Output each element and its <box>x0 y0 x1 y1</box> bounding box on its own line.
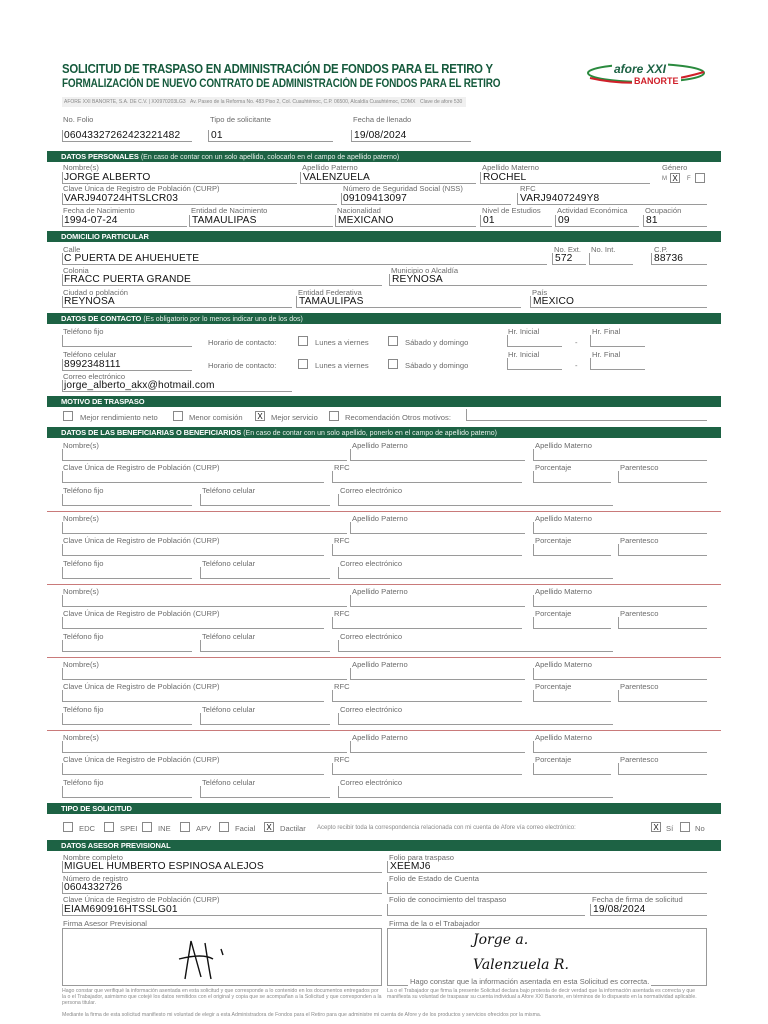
benef-correo-label-1: Correo electrónico <box>340 486 403 495</box>
benef-nombre-field-4[interactable] <box>62 668 347 680</box>
sabado-domingo-label-2: Sábado y domingo <box>405 361 469 370</box>
hr-final-field-1[interactable] <box>590 335 645 347</box>
asesor-curp-label: Clave Única de Registro de Población (CURP) <box>63 895 220 904</box>
benef-telefono-fijo-label-4: Teléfono fijo <box>63 705 104 714</box>
folio-traspaso-field[interactable] <box>387 861 707 873</box>
benef-nombre-label-1: Nombre(s) <box>63 441 99 450</box>
no-ext-value: 572 <box>555 253 573 264</box>
menor-comision-label: Menor comisión <box>189 413 243 422</box>
actividad-value: 09 <box>558 215 570 226</box>
facial-checkbox[interactable] <box>219 822 229 832</box>
sabado-domingo-checkbox-1[interactable] <box>388 336 398 346</box>
edc-label: EDC <box>79 824 96 833</box>
beneficiary-separator <box>47 584 721 585</box>
benef-correo-label-2: Correo electrónico <box>340 559 403 568</box>
mejor-rendimiento-checkbox[interactable] <box>63 411 73 421</box>
benef-apellido-paterno-label-3: Apellido Paterno <box>352 587 408 596</box>
recomendacion-label: Recomendación Otros motivos: <box>345 413 451 422</box>
beneficiary-separator <box>47 511 721 512</box>
hr-dash-2: - <box>575 361 578 370</box>
telefono-celular-label: Teléfono celular <box>63 350 117 359</box>
benef-telefono-celular-label-5: Teléfono celular <box>202 778 256 787</box>
benef-telefono-celular-field-3[interactable] <box>200 640 330 652</box>
spei-checkbox[interactable] <box>104 822 114 832</box>
section-tipo-solicitud: TIPO DE SOLICITUD <box>47 803 721 814</box>
cp-value: 88736 <box>654 253 684 264</box>
hr-inicial-label-1: Hr. Inicial <box>508 327 540 336</box>
benef-rfc-label-3: RFC <box>334 609 350 618</box>
calle-label: Calle <box>63 245 81 254</box>
folio-label: No. Folio <box>63 115 94 124</box>
afore-logo <box>582 56 712 92</box>
genero-label: Género <box>662 163 688 172</box>
benef-rfc-field-5[interactable] <box>332 763 522 775</box>
benef-parentesco-field-4[interactable] <box>618 690 707 702</box>
recomendacion-checkbox[interactable] <box>329 411 339 421</box>
asesor-nombre-label: Nombre completo <box>63 853 123 862</box>
mejor-servicio-label: Mejor servicio <box>271 413 318 422</box>
rfc-value: VARJ9407249Y8 <box>520 193 600 204</box>
calle-value: C PUERTA DE AHUEHUETE <box>64 253 200 264</box>
benef-parentesco-label-1: Parentesco <box>620 463 659 472</box>
benef-curp-label-4: Clave Única de Registro de Población (CURP) <box>63 682 220 691</box>
section-beneficiarios: DATOS DE LAS BENEFICIARIAS O BENEFICIARIOS (En caso de contar con un solo apellido, ponerlo en el campo de apellido paterno) <box>47 427 721 438</box>
genero-f-label: F <box>687 176 691 182</box>
fecha-nacimiento-label: Fecha de Nacimiento <box>63 206 135 215</box>
benef-apellido-paterno-field-2[interactable] <box>350 522 525 534</box>
benef-porcentaje-field-2[interactable] <box>533 544 611 556</box>
benef-telefono-fijo-field-3[interactable] <box>62 640 192 652</box>
fecha-firma-label: Fecha de firma de solicitud <box>592 895 683 904</box>
benef-porcentaje-label-4: Porcentaje <box>535 682 572 691</box>
no-label: No <box>695 824 705 833</box>
benef-curp-label-5: Clave Única de Registro de Población (CURP) <box>63 755 220 764</box>
no-int-label: No. Int. <box>591 245 616 254</box>
colonia-value: FRACC PUERTA GRANDE <box>64 274 192 285</box>
benef-apellido-materno-field-1[interactable] <box>533 449 707 461</box>
firma-asesor-label: Firma Asesor Previsional <box>63 919 147 928</box>
benef-apellido-materno-label-2: Apellido Materno <box>535 514 592 523</box>
benef-telefono-celular-label-2: Teléfono celular <box>202 559 256 568</box>
benef-apellido-paterno-field-4[interactable] <box>350 668 525 680</box>
folio-traspaso-value: XEEMJ6 <box>390 861 431 872</box>
folio-estado-cuenta-label: Folio de Estado de Cuenta <box>389 874 479 883</box>
benef-apellido-materno-label-4: Apellido Materno <box>535 660 592 669</box>
section-asesor: DATOS ASESOR PREVISIONAL <box>47 840 721 851</box>
correo-label: Correo electrónico <box>63 372 126 381</box>
benef-telefono-fijo-label-2: Teléfono fijo <box>63 559 104 568</box>
benef-telefono-fijo-field-2[interactable] <box>62 567 192 579</box>
spei-label: SPEI <box>120 824 138 833</box>
apv-label: APV <box>196 824 212 833</box>
municipio-label: Municipio o Alcaldía <box>391 266 459 275</box>
hr-inicial-field-2[interactable] <box>507 358 562 370</box>
ocupacion-label: Ocupación <box>645 206 682 215</box>
benef-apellido-materno-field-2[interactable] <box>533 522 707 534</box>
benef-apellido-materno-label-5: Apellido Materno <box>535 733 592 742</box>
benef-apellido-paterno-field-3[interactable] <box>350 595 525 607</box>
form-title-line1: SOLICITUD DE TRASPASO EN ADMINISTRACIÓN DE FONDOS PARA EL RETIRO Y <box>62 61 493 76</box>
benef-apellido-materno-field-5[interactable] <box>533 741 707 753</box>
menor-comision-checkbox[interactable] <box>173 411 183 421</box>
benef-porcentaje-field-3[interactable] <box>533 617 611 629</box>
benef-rfc-label-5: RFC <box>334 755 350 764</box>
acepto-correo-label: Acepto recibir toda la correspondencia relacionada con mi cuenta de Afore vía correo electrónico: <box>317 825 576 831</box>
benef-telefono-celular-label-1: Teléfono celular <box>202 486 256 495</box>
municipio-value: REYNOSA <box>392 274 443 285</box>
benef-telefono-celular-label-4: Teléfono celular <box>202 705 256 714</box>
tipo-solicitante-value: 01 <box>211 130 223 141</box>
trabajador-signature-line2: Valenzuela R. <box>473 957 569 973</box>
logo-brand: BANORTE <box>634 76 679 86</box>
benef-telefono-fijo-label-1: Teléfono fijo <box>63 486 104 495</box>
numero-registro-value: 0604332726 <box>64 882 123 893</box>
benef-parentesco-label-3: Parentesco <box>620 609 659 618</box>
tipo-solicitante-label: Tipo de solicitante <box>210 115 271 124</box>
telefono-celular-value: 8992348111 <box>64 359 121 370</box>
section-datos-personales: DATOS PERSONALES (En caso de contar con un solo apellido, colocarlo en el campo de apellido paterno) <box>47 151 721 162</box>
benef-correo-label-5: Correo electrónico <box>340 778 403 787</box>
folio-traspaso-label: Folio para traspaso <box>389 853 455 862</box>
entidad-nacimiento-label: Entidad de Nacimiento <box>191 206 268 215</box>
benef-curp-field-4[interactable] <box>62 690 324 702</box>
mejor-servicio-checkbox[interactable]: X <box>255 411 265 421</box>
apellido-materno-value: ROCHEL <box>483 172 527 183</box>
beneficiary-separator <box>47 730 721 731</box>
benef-correo-field-2[interactable] <box>338 567 613 579</box>
benef-nombre-label-5: Nombre(s) <box>63 733 99 742</box>
benef-porcentaje-label-5: Porcentaje <box>535 755 572 764</box>
benef-nombre-field-3[interactable] <box>62 595 347 607</box>
apv-checkbox[interactable] <box>180 822 190 832</box>
benef-telefono-fijo-field-1[interactable] <box>62 494 192 506</box>
sabado-domingo-label-1: Sábado y domingo <box>405 338 469 347</box>
benef-curp-field-2[interactable] <box>62 544 324 556</box>
benef-telefono-celular-field-4[interactable] <box>200 713 330 725</box>
benef-porcentaje-label-1: Porcentaje <box>535 463 572 472</box>
nivel-estudios-value: 01 <box>483 215 495 226</box>
benef-apellido-paterno-label-1: Apellido Paterno <box>352 441 408 450</box>
nacionalidad-value: MEXICANO <box>338 215 394 226</box>
asesor-nombre-value: MIGUEL HUMBERTO ESPINOSA ALEJOS <box>64 861 264 872</box>
nota-trabajador: La o el Trabajador que firma la presente Solicitud declara bajo protesta de decir verdad que la información asentada es correcta y que manifiesta su voluntad de traspasar su cuenta individual a Afore XXI Banorte, en términos de lo dispuesto en la normatividad aplicable. <box>387 988 697 1001</box>
ciudad-value: REYNOSA <box>64 296 115 307</box>
benef-rfc-label-2: RFC <box>334 536 350 545</box>
lunes-viernes-label-2: Lunes a viernes <box>315 361 369 370</box>
sabado-domingo-checkbox-2[interactable] <box>388 359 398 369</box>
asesor-signature-icon <box>63 929 383 987</box>
logo-text: afore XXI <box>614 62 667 76</box>
fecha-llenado-label: Fecha de llenado <box>353 115 412 124</box>
nota-asesor: Hago constar que verifiqué la información asentada en esta solicitud y que corresponde a lo contenido en los documentos entregados por la o el Trabajador, asimismo que cotejé los datos remitidos con el original y copia que se acompañan a la Solicitud y que corresponden a la persona titular. <box>62 988 382 1007</box>
benef-telefono-celular-field-1[interactable] <box>200 494 330 506</box>
benef-porcentaje-field-4[interactable] <box>533 690 611 702</box>
pais-value: MEXICO <box>533 296 575 307</box>
otros-motivos-field[interactable] <box>466 409 707 421</box>
benef-porcentaje-field-5[interactable] <box>533 763 611 775</box>
rfc-label: RFC <box>520 184 536 193</box>
ine-label: INE <box>158 824 171 833</box>
fecha-nacimiento-value: 1994-07-24 <box>64 215 118 226</box>
nombre-label: Nombre(s) <box>63 163 99 172</box>
benef-curp-field-3[interactable] <box>62 617 324 629</box>
benef-rfc-field-4[interactable] <box>332 690 522 702</box>
benef-apellido-paterno-label-2: Apellido Paterno <box>352 514 408 523</box>
folio-conocimiento-label: Folio de conocimiento del traspaso <box>389 895 507 904</box>
benef-apellido-paterno-field-5[interactable] <box>350 741 525 753</box>
si-label: Sí <box>666 824 674 833</box>
benef-rfc-field-2[interactable] <box>332 544 522 556</box>
benef-parentesco-field-1[interactable] <box>618 471 707 483</box>
section-domicilio: DOMICILIO PARTICULAR <box>47 231 721 242</box>
pais-label: País <box>532 288 548 297</box>
dactilar-checkbox[interactable]: X <box>264 822 274 832</box>
benef-curp-label-3: Clave Única de Registro de Población (CURP) <box>63 609 220 618</box>
genero-m-checkbox[interactable]: X <box>670 173 680 183</box>
benef-nombre-field-1[interactable] <box>62 449 347 461</box>
pie-texto: Mediante la firma de esta solicitud manifiesto mi voluntad de elegir a esta Administradora de Fondos para el Retiro para que administre mi cuenta de Afore y de los productos y servicios ofrecidos por la misma. <box>62 1012 542 1018</box>
benef-correo-label-3: Correo electrónico <box>340 632 403 641</box>
hr-inicial-label-2: Hr. Inicial <box>508 350 540 359</box>
beneficiary-separator <box>47 657 721 658</box>
benef-correo-label-4: Correo electrónico <box>340 705 403 714</box>
benef-apellido-materno-field-4[interactable] <box>533 668 707 680</box>
curp-value: VARJ940724HTSLCR03 <box>64 193 179 204</box>
benef-porcentaje-field-1[interactable] <box>533 471 611 483</box>
entidad-nacimiento-value: TAMAULIPAS <box>192 215 257 226</box>
no-ext-label: No. Ext. <box>554 245 582 254</box>
hr-final-label-2: Hr. Final <box>592 350 621 359</box>
ine-checkbox[interactable] <box>142 822 152 832</box>
company-line: AFORE XXI BANORTE, S.A. DE C.V. | XXI970203LG3 <box>64 99 186 105</box>
nombre-value: JORGE ALBERTO <box>64 172 151 183</box>
apellido-paterno-label: Apellido Paterno <box>302 163 358 172</box>
benef-apellido-materno-field-3[interactable] <box>533 595 707 607</box>
numero-registro-label: Número de registro <box>63 874 128 883</box>
benef-curp-label-2: Clave Única de Registro de Población (CURP) <box>63 536 220 545</box>
benef-nombre-label-2: Nombre(s) <box>63 514 99 523</box>
benef-rfc-label-1: RFC <box>334 463 350 472</box>
hr-dash-1: - <box>575 338 578 347</box>
benef-correo-field-3[interactable] <box>338 640 613 652</box>
apellido-materno-label: Apellido Materno <box>482 163 539 172</box>
asesor-curp-value: EIAM690916HTSSLG01 <box>64 904 178 915</box>
form-title-line2: FORMALIZACIÓN DE NUEVO CONTRATO DE ADMINISTRACIÓN DE FONDOS PARA EL RETIRO <box>62 77 501 90</box>
section-contacto: DATOS DE CONTACTO (Es obligatorio por lo menos indicar uno de los dos) <box>47 313 721 324</box>
benef-rfc-field-3[interactable] <box>332 617 522 629</box>
nivel-estudios-label: Nivel de Estudios <box>482 206 541 215</box>
benef-nombre-label-3: Nombre(s) <box>63 587 99 596</box>
benef-porcentaje-label-2: Porcentaje <box>535 536 572 545</box>
fecha-llenado-value: 19/08/2024 <box>354 130 407 141</box>
benef-apellido-materno-label-3: Apellido Materno <box>535 587 592 596</box>
apellido-paterno-value: VALENZUELA <box>303 172 370 183</box>
benef-curp-field-1[interactable] <box>62 471 324 483</box>
section-motivo: MOTIVO DE TRASPASO <box>47 396 721 407</box>
benef-curp-label-1: Clave Única de Registro de Población (CURP) <box>63 463 220 472</box>
horario-label-1: Horario de contacto: <box>208 338 277 347</box>
benef-parentesco-label-4: Parentesco <box>620 682 659 691</box>
hr-inicial-field-1[interactable] <box>507 335 562 347</box>
benef-parentesco-label-2: Parentesco <box>620 536 659 545</box>
horario-label-2: Horario de contacto: <box>208 361 277 370</box>
benef-apellido-paterno-field-1[interactable] <box>350 449 525 461</box>
benef-telefono-celular-field-5[interactable] <box>200 786 330 798</box>
hr-final-field-2[interactable] <box>590 358 645 370</box>
benef-porcentaje-label-3: Porcentaje <box>535 609 572 618</box>
actividad-label: Actividad Económica <box>557 206 628 215</box>
nss-label: Número de Seguridad Social (NSS) <box>343 184 463 193</box>
colonia-label: Colonia <box>63 266 89 275</box>
edc-checkbox[interactable] <box>63 822 73 832</box>
benef-correo-field-1[interactable] <box>338 494 613 506</box>
firma-asesor-box[interactable] <box>62 928 382 986</box>
no-checkbox[interactable] <box>680 822 690 832</box>
lunes-viernes-checkbox-2[interactable] <box>298 359 308 369</box>
form-code: Clave de afore 530 <box>420 99 463 105</box>
entidad-federativa-value: TAMAULIPAS <box>299 296 364 307</box>
correo-value: jorge_alberto_akx@hotmail.com <box>64 380 215 391</box>
benef-parentesco-label-5: Parentesco <box>620 755 659 764</box>
benef-telefono-celular-label-3: Teléfono celular <box>202 632 256 641</box>
benef-correo-field-4[interactable] <box>338 713 613 725</box>
benef-telefono-fijo-label-3: Teléfono fijo <box>63 632 104 641</box>
trabajador-signature-line1: Jorge a. <box>473 932 529 948</box>
address-line: Av. Paseo de la Reforma No. 483 Piso 2, Col. Cuauhtémoc, C.P. 06500, Alcaldía Cuauhtémoc, CDMX <box>190 99 416 105</box>
facial-label: Facial <box>235 824 256 833</box>
benef-telefono-fijo-label-5: Teléfono fijo <box>63 778 104 787</box>
hr-final-label-1: Hr. Final <box>592 327 621 336</box>
ciudad-label: Ciudad o población <box>63 288 129 297</box>
mejor-rendimiento-label: Mejor rendimiento neto <box>80 413 158 422</box>
nss-value: 09109413097 <box>343 193 407 204</box>
benef-parentesco-field-2[interactable] <box>618 544 707 556</box>
genero-m-label: M <box>662 176 667 182</box>
tipo-solicitante-field[interactable] <box>208 130 333 142</box>
benef-telefono-celular-field-2[interactable] <box>200 567 330 579</box>
folio-estado-cuenta-field[interactable] <box>387 882 707 894</box>
benef-telefono-fijo-field-4[interactable] <box>62 713 192 725</box>
genero-f-checkbox[interactable] <box>695 173 705 183</box>
benef-parentesco-field-3[interactable] <box>618 617 707 629</box>
benef-telefono-fijo-field-5[interactable] <box>62 786 192 798</box>
benef-rfc-label-4: RFC <box>334 682 350 691</box>
ocupacion-value: 81 <box>646 215 658 226</box>
benef-nombre-field-5[interactable] <box>62 741 347 753</box>
benef-correo-field-5[interactable] <box>338 786 613 798</box>
benef-apellido-materno-label-1: Apellido Materno <box>535 441 592 450</box>
benef-rfc-field-1[interactable] <box>332 471 522 483</box>
benef-nombre-field-2[interactable] <box>62 522 347 534</box>
cp-label: C.P. <box>654 245 668 254</box>
telefono-fijo-field[interactable] <box>62 335 192 347</box>
benef-apellido-paterno-label-5: Apellido Paterno <box>352 733 408 742</box>
curp-label: Clave Única de Registro de Población (CURP) <box>63 184 220 193</box>
fecha-firma-value: 19/08/2024 <box>593 904 646 915</box>
folio-value: 06043327262423221482 <box>64 130 181 141</box>
lunes-viernes-checkbox-1[interactable] <box>298 336 308 346</box>
entidad-federativa-label: Entidad Federativa <box>298 288 362 297</box>
benef-curp-field-5[interactable] <box>62 763 324 775</box>
benef-parentesco-field-5[interactable] <box>618 763 707 775</box>
lunes-viernes-label-1: Lunes a viernes <box>315 338 369 347</box>
telefono-fijo-label: Teléfono fijo <box>63 327 104 336</box>
si-checkbox[interactable]: X <box>651 822 661 832</box>
nacionalidad-label: Nacionalidad <box>337 206 381 215</box>
benef-apellido-paterno-label-4: Apellido Paterno <box>352 660 408 669</box>
firma-trabajador-label: Firma de la o el Trabajador <box>389 919 480 928</box>
dactilar-label: Dactilar <box>280 824 306 833</box>
no-int-field[interactable] <box>589 253 633 265</box>
benef-nombre-label-4: Nombre(s) <box>63 660 99 669</box>
folio-conocimiento-field[interactable] <box>387 904 585 916</box>
hago-constar-text: Hago constar que la información asentada en esta Solicitud es correcta. <box>410 977 650 986</box>
